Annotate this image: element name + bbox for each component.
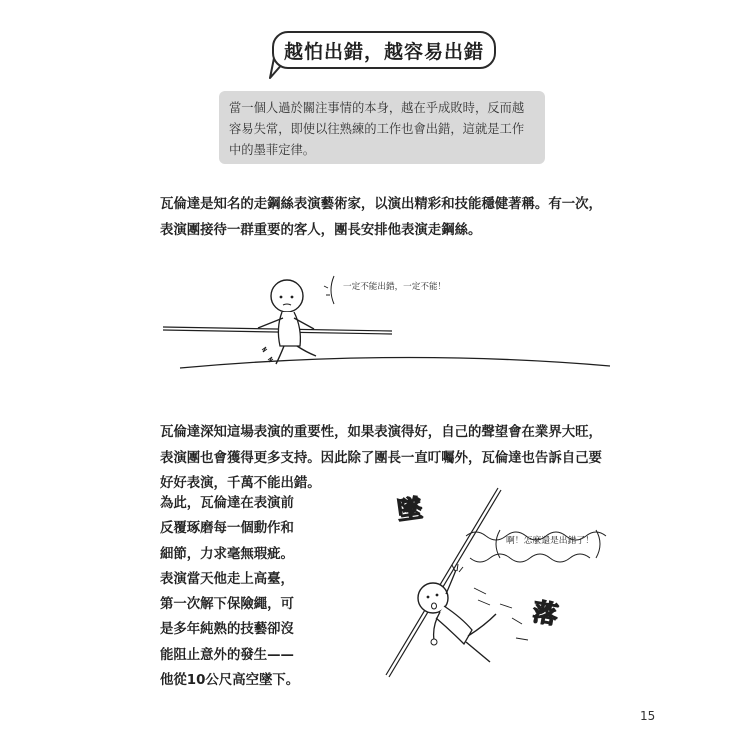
- sfx-luo: 落: [530, 597, 561, 630]
- paragraph-2: 瓦倫達深知這場表演的重要性，如果表演得好，自己的聲望會在業界大旺，表演團也會獲得更多支持。因此除了團長一直叮囑外，瓦倫達也告訴自己要好好表演，千萬不能出錯。: [160, 425, 602, 491]
- paragraph-3-line: 細節，力求毫無瑕疵。: [160, 546, 294, 562]
- paragraph-3-line: 他從10公尺高空墜下。: [160, 673, 300, 689]
- paragraph-3-line: 能阻止意外的發生——: [160, 647, 294, 663]
- sfx-zhui: 墜: [395, 493, 425, 526]
- paragraph-3-line: 是多年純熟的技藝卻沒: [160, 622, 294, 638]
- paragraph-3-line: 表演當天他走上高臺，: [160, 571, 294, 587]
- page-number: 15: [640, 709, 656, 723]
- paragraph-3-line: 反覆琢磨每一個動作和: [160, 521, 294, 537]
- page-title: 越怕出錯，越容易出錯: [283, 40, 484, 63]
- summary-text: 當一個人過於關注事情的本身，越在乎成敗時，反而越容易失常，即使以往熟練的工作也會出錯，這就是工作中的墨菲定律。: [229, 101, 525, 157]
- paragraph-1: 瓦倫達是知名的走鋼絲表演藝術家，以演出精彩和技能穩健著稱。有一次，表演團接待一群重要的客人，團長安排他表演走鋼絲。: [160, 197, 602, 238]
- speech-text: 啊！怎麼還是出錯了！: [506, 536, 594, 546]
- paragraph-3-line: 第一次解下保險繩，可: [160, 597, 294, 613]
- thought-text: 一定不能出錯，一定不能！: [343, 282, 447, 292]
- paragraph-3-line: 為此，瓦倫達在表演前: [160, 496, 294, 511]
